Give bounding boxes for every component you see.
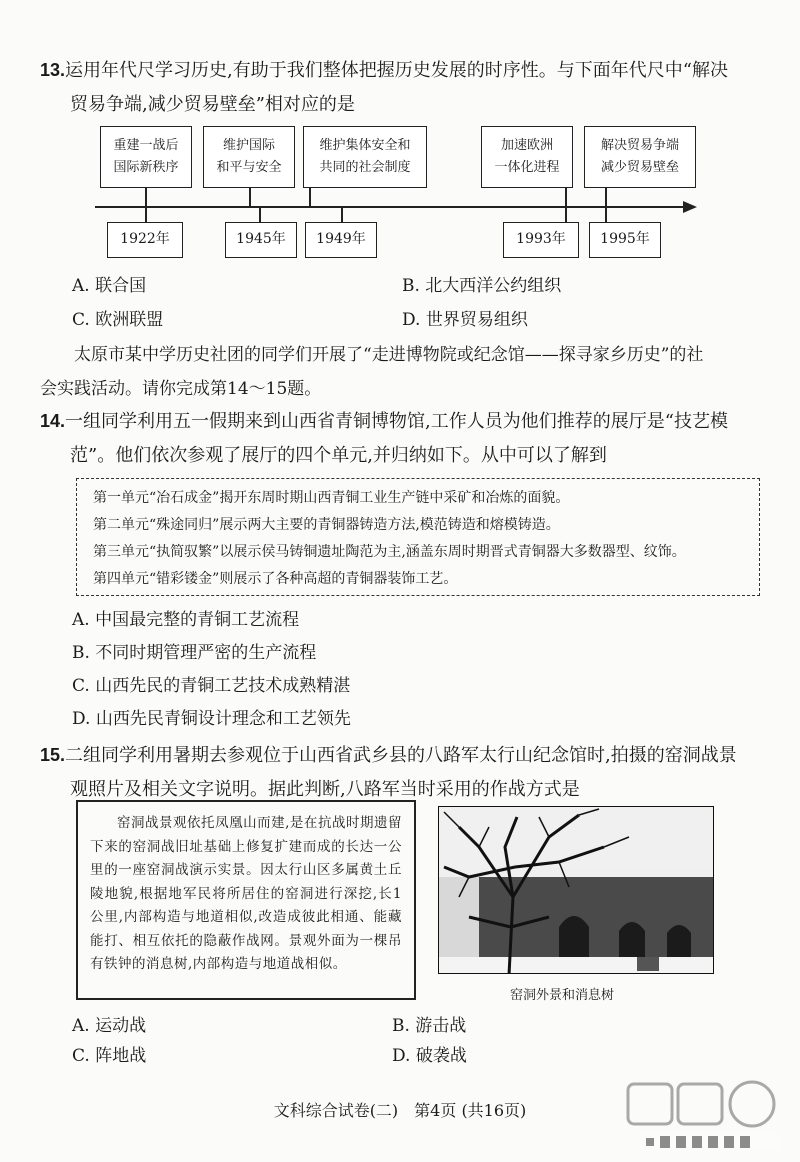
event-2-line2: 和平与安全 <box>216 160 282 175</box>
q13-timeline <box>95 122 705 262</box>
section-intro <box>40 338 770 406</box>
timeline-year-3: 1949年 <box>305 222 377 258</box>
q13-option-c[interactable]: C. 欧洲联盟 <box>72 310 164 330</box>
tick-event-5 <box>605 188 607 206</box>
q15-text-box <box>76 800 416 1000</box>
tick-year-1 <box>145 206 147 222</box>
timeline-year-2: 1945年 <box>225 222 297 258</box>
q15-stem <box>40 738 760 807</box>
unit-3-text: 第三单元“执简驭繁”以展示侯马铸铜遗址陶范为主,涵盖东周时期晋式青铜器大多数器型、纹饰。 <box>93 544 686 560</box>
event-1-line2: 国际新秩序 <box>113 160 179 175</box>
event-5-line2: 减少贸易壁垒 <box>600 160 679 175</box>
q14-stem-line1: 一组同学利用五一假期来到山西省青铜博物馆,工作人员为他们推荐的展厅是“技艺模 <box>65 411 728 432</box>
event-3-line2: 共同的社会制度 <box>319 160 411 175</box>
unit-2-text: 第二单元“殊途同归”展示两大主要的青铜器铸造方法,模范铸造和熔模铸造。 <box>93 517 560 533</box>
event-1-line1: 重建一战后 <box>113 138 179 153</box>
q14-option-c[interactable]: C. 山西先民的青铜工艺技术成熟精湛 <box>72 676 351 696</box>
q13-stem-line2: 贸易争端,减少贸易壁垒”相对应的是 <box>70 94 355 115</box>
q13-stem <box>40 53 760 122</box>
timeline-event-4 <box>481 126 573 188</box>
q15-option-d[interactable]: D. 破袭战 <box>392 1046 467 1066</box>
q13-option-b[interactable]: B. 北大西洋公约组织 <box>402 276 562 296</box>
q14-option-a[interactable]: A. 中国最完整的青铜工艺流程 <box>72 610 300 630</box>
tick-event-1 <box>145 188 147 206</box>
q15-stem-line1: 二组同学利用暑期去参观位于山西省武乡县的八路军太行山纪念馆时,拍摄的窑洞战景 <box>65 745 737 766</box>
unit-4-text: 第四单元“错彩镂金”则展示了各种高超的青铜器装饰工艺。 <box>93 571 458 587</box>
event-5-line1: 解决贸易争端 <box>600 138 679 153</box>
q14-stem-line2: 范”。他们依次参观了展厅的四个单元,并归纳如下。从中可以了解到 <box>70 445 607 466</box>
q15-number: 15. <box>40 745 66 765</box>
q15-option-c[interactable]: C. 阵地战 <box>72 1046 147 1066</box>
q13-option-d[interactable]: D. 世界贸易组织 <box>402 310 528 330</box>
watermark-logo-icon <box>620 1078 790 1156</box>
q15-option-a[interactable]: A. 运动战 <box>72 1016 147 1036</box>
q14-number: 14. <box>40 411 66 431</box>
timeline-arrow-icon <box>683 201 697 213</box>
intro-line1: 太原市某中学历史社团的同学们开展了“走进博物院或纪念馆——探寻家乡历史”的社 <box>74 345 704 365</box>
timeline-event-2 <box>203 126 295 188</box>
q15-box-text: 窑洞战景观依托凤凰山而建,是在抗战时期遗留下来的窑洞战旧址基础上修复扩建而成的长达一公里的一座窑洞战演示实景。因太行山区多属黄土丘陵地貌,根据地军民将所居住的窑洞进行深挖,长1公里,内部构造与地道相似,改造成彼此相通、能藏能打、相互依托的隐蔽作战网。景观外面为一棵吊有铁钟的消息树,内部构造与地道战相似。 <box>90 815 402 972</box>
timeline-year-4: 1993年 <box>503 222 579 258</box>
tick-year-5 <box>605 206 607 222</box>
tick-year-4 <box>565 206 567 222</box>
timeline-year-5: 1995年 <box>589 222 661 258</box>
q14-stem <box>40 404 760 473</box>
q13-number: 13. <box>40 60 66 80</box>
cave-photo-image <box>439 807 714 974</box>
tick-year-3 <box>341 206 343 222</box>
event-2-line1: 维护国际 <box>222 138 275 153</box>
unit-1-text: 第一单元“冶石成金”揭开东周时期山西青铜工业生产链中采矿和冶炼的面貌。 <box>93 490 570 506</box>
timeline-axis <box>95 206 687 208</box>
timeline-event-3 <box>303 126 427 188</box>
q14-option-d[interactable]: D. 山西先民青铜设计理念和工艺领先 <box>72 709 351 729</box>
event-4-line2: 一体化进程 <box>494 160 560 175</box>
cave-photo <box>438 806 714 974</box>
q14-option-b[interactable]: B. 不同时期管理严密的生产流程 <box>72 643 317 663</box>
q15-option-b[interactable]: B. 游击战 <box>392 1016 467 1036</box>
intro-line2: 会实践活动。请你完成第14～15题。 <box>40 379 322 399</box>
tick-event-2 <box>249 188 251 206</box>
event-4-line1: 加速欧洲 <box>500 138 553 153</box>
tick-year-2 <box>259 206 261 222</box>
page-footer: 文科综合试卷(二) 第4页 (共16页) <box>273 1101 527 1120</box>
timeline-year-1: 1922年 <box>107 222 183 258</box>
tick-event-4 <box>565 188 567 206</box>
event-3-line1: 维护集体安全和 <box>319 138 411 153</box>
q15-stem-line2: 观照片及相关文字说明。据此判断,八路军当时采用的作战方式是 <box>70 779 580 800</box>
photo-caption: 窑洞外景和消息树 <box>510 988 615 1003</box>
q14-info-box <box>76 478 760 596</box>
q13-stem-line1: 运用年代尺学习历史,有助于我们整体把握历史发展的时序性。与下面年代尺中“解决 <box>65 60 728 81</box>
tick-event-3 <box>309 188 311 206</box>
q13-option-a[interactable]: A. 联合国 <box>72 276 147 296</box>
timeline-event-1 <box>100 126 192 188</box>
timeline-event-5 <box>584 126 696 188</box>
